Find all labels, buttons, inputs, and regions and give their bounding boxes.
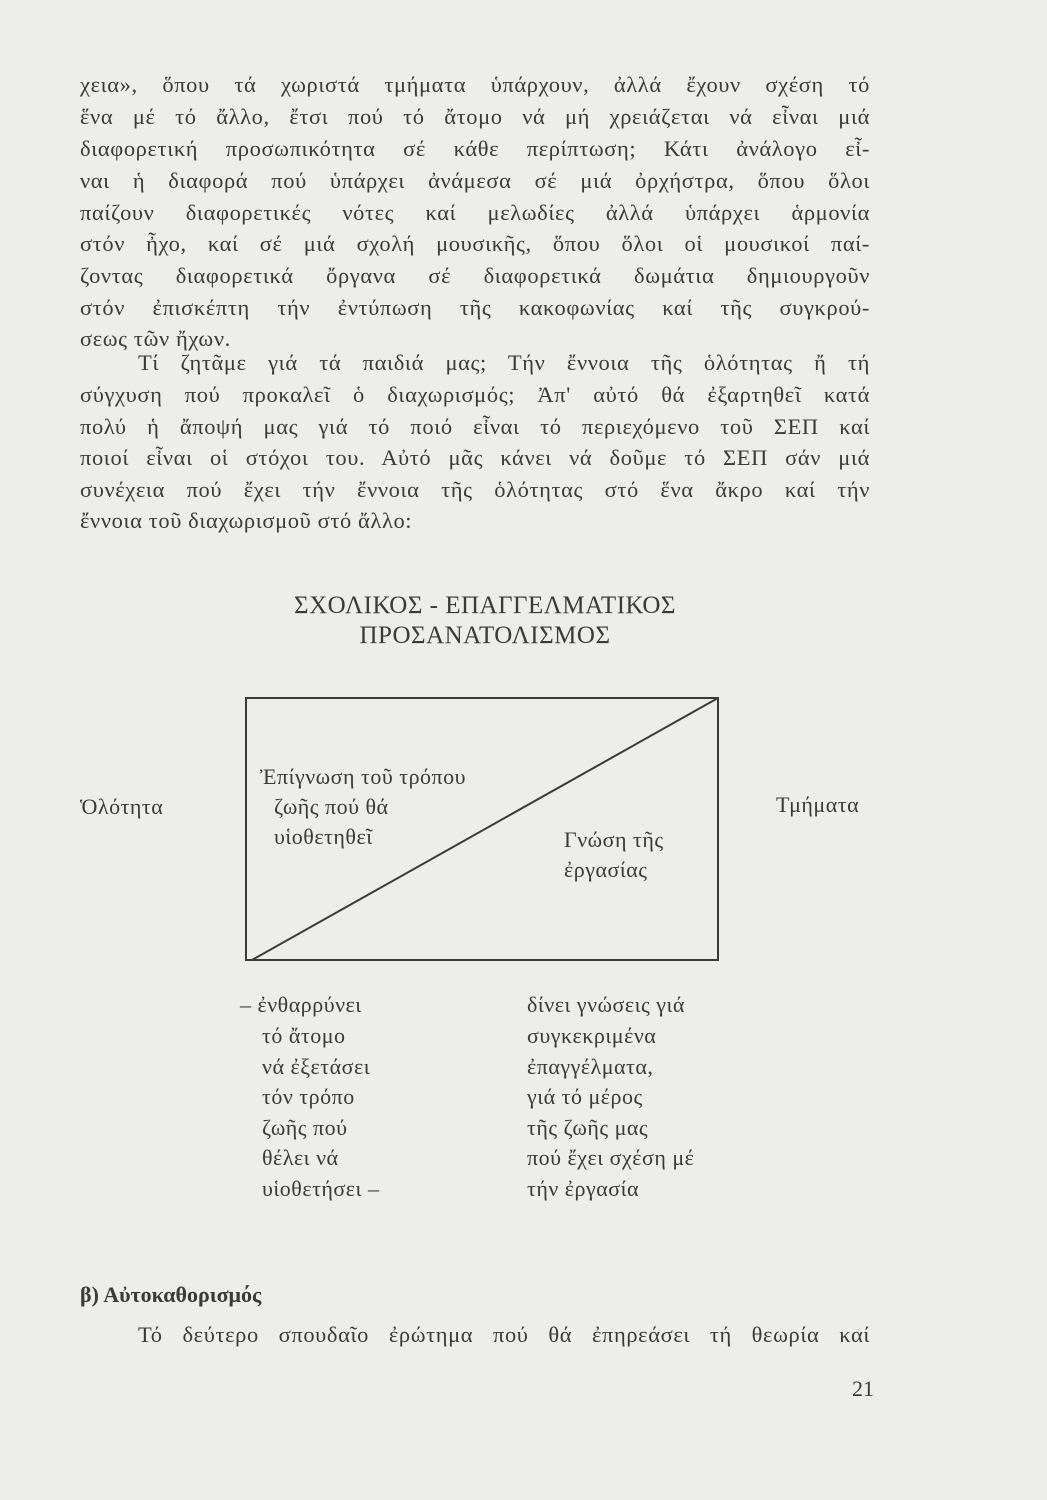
diagram-title: ΠΡΟΣΑΝΑΤΟΛΙΣΜΟΣ [359, 622, 611, 649]
page-number: 21 [852, 1376, 874, 1401]
list-item: συγκεκριμένα [527, 1023, 657, 1048]
lower-text: ἐργασίας [564, 857, 648, 882]
list-item: νά ἐξετάσει [262, 1054, 371, 1079]
text-line: διαφορετική προσωπικότητα σέ κάθε περίπτωση; Κάτι ἀνάλογο εἶ- [80, 136, 870, 161]
text-line: Τό δεύτερο σπουδαῖο ἐρώτημα πού θά ἐπηρεάσει τή θεωρία καί [138, 1322, 870, 1347]
list-item: δίνει γνώσεις γιά [527, 992, 685, 1017]
list-item: πού ἔχει σχέση μέ [527, 1145, 695, 1170]
list-item: υἱοθετήσει – [262, 1176, 380, 1201]
text-line: παίζουν διαφορετικές νότες καί μελωδίες ἀλλά ὑπάρχει ἁρμονία [80, 200, 870, 225]
right-label: Τμήματα [776, 792, 860, 817]
list-item: τό ἄτομο [262, 1023, 346, 1048]
text-line: χεια», ὅπου τά χωριστά τμήματα ὑπάρχουν, ἀλλά ἔχουν σχέση τό [80, 72, 870, 97]
lower-text: Γνώση τῆς [564, 827, 664, 852]
text-line: ἔννοια τοῦ διαχωρισμοῦ στό ἄλλο: [80, 508, 413, 533]
list-item: ζωῆς πού [262, 1115, 348, 1140]
text-line: σεως τῶν ἤχων. [80, 326, 231, 351]
list-item: – ἐνθαρρύνει [240, 992, 362, 1017]
list-item: τῆς ζωῆς μας [527, 1115, 649, 1140]
left-label: Ὁλότητα [80, 794, 164, 819]
text-line: σύγχυση πού προκαλεῖ ὁ διαχωρισμός; Ἀπ' αὐτό θά ἐξαρτηθεῖ κατά [80, 382, 870, 407]
list-item: ἐπαγγέλματα, [527, 1054, 654, 1079]
list-item: τήν ἐργασία [527, 1176, 640, 1201]
upper-text: ζωῆς πού θά [274, 794, 389, 819]
diagram-title: ΣΧΟΛΙΚΟΣ - ΕΠΑΓΓΕΛΜΑΤΙΚΟΣ [294, 592, 676, 619]
text-line: πολύ ἡ ἄποψή μας γιά τό ποιό εἶναι τό περιεχόμενο τοῦ ΣΕΠ καί [80, 414, 870, 439]
text-line: ποιοί εἶναι οἱ στόχοι του. Αὐτό μᾶς κάνει νά δοῦμε τό ΣΕΠ σάν μιά [80, 445, 870, 470]
list-item: γιά τό μέρος [527, 1084, 643, 1109]
section-heading: β) Αὐτοκαθορισμός [80, 1282, 262, 1307]
text-line: στόν ἐπισκέπτη τήν ἐντύπωση τῆς κακοφωνίας καί τῆς συγκρού- [80, 295, 870, 320]
list-item: τόν τρόπο [262, 1084, 355, 1109]
list-item: θέλει νά [262, 1145, 339, 1170]
text-line: ἕνα μέ τό ἄλλο, ἔτσι πού τό ἄτομο νά μή χρειάζεται νά εἶναι μιά [80, 104, 870, 129]
text-line: Τί ζητᾶμε γιά τά παιδιά μας; Τήν ἔννοια τῆς ὁλότητας ἤ τή [138, 350, 870, 375]
upper-text: υἱοθετηθεῖ [274, 824, 373, 849]
text-line: ναι ἡ διαφορά πού ὑπάρχει ἀνάμεσα σέ μιά ὀρχήστρα, ὅπου ὅλοι [80, 168, 870, 193]
text-line: συνέχεια πού ἔχει τήν ἔννοια τῆς ὁλότητας στό ἕνα ἄκρο καί τήν [80, 477, 870, 502]
text-line: στόν ἦχο, καί σέ μιά σχολή μουσικῆς, ὅπου ὅλοι οἱ μουσικοί παί- [80, 231, 870, 256]
text-line: ζοντας διαφορετικά ὄργανα σέ διαφορετικά δωμάτια δημιουργοῦν [80, 263, 870, 288]
upper-text: Ἐπίγνωση τοῦ τρόπου [260, 764, 467, 789]
